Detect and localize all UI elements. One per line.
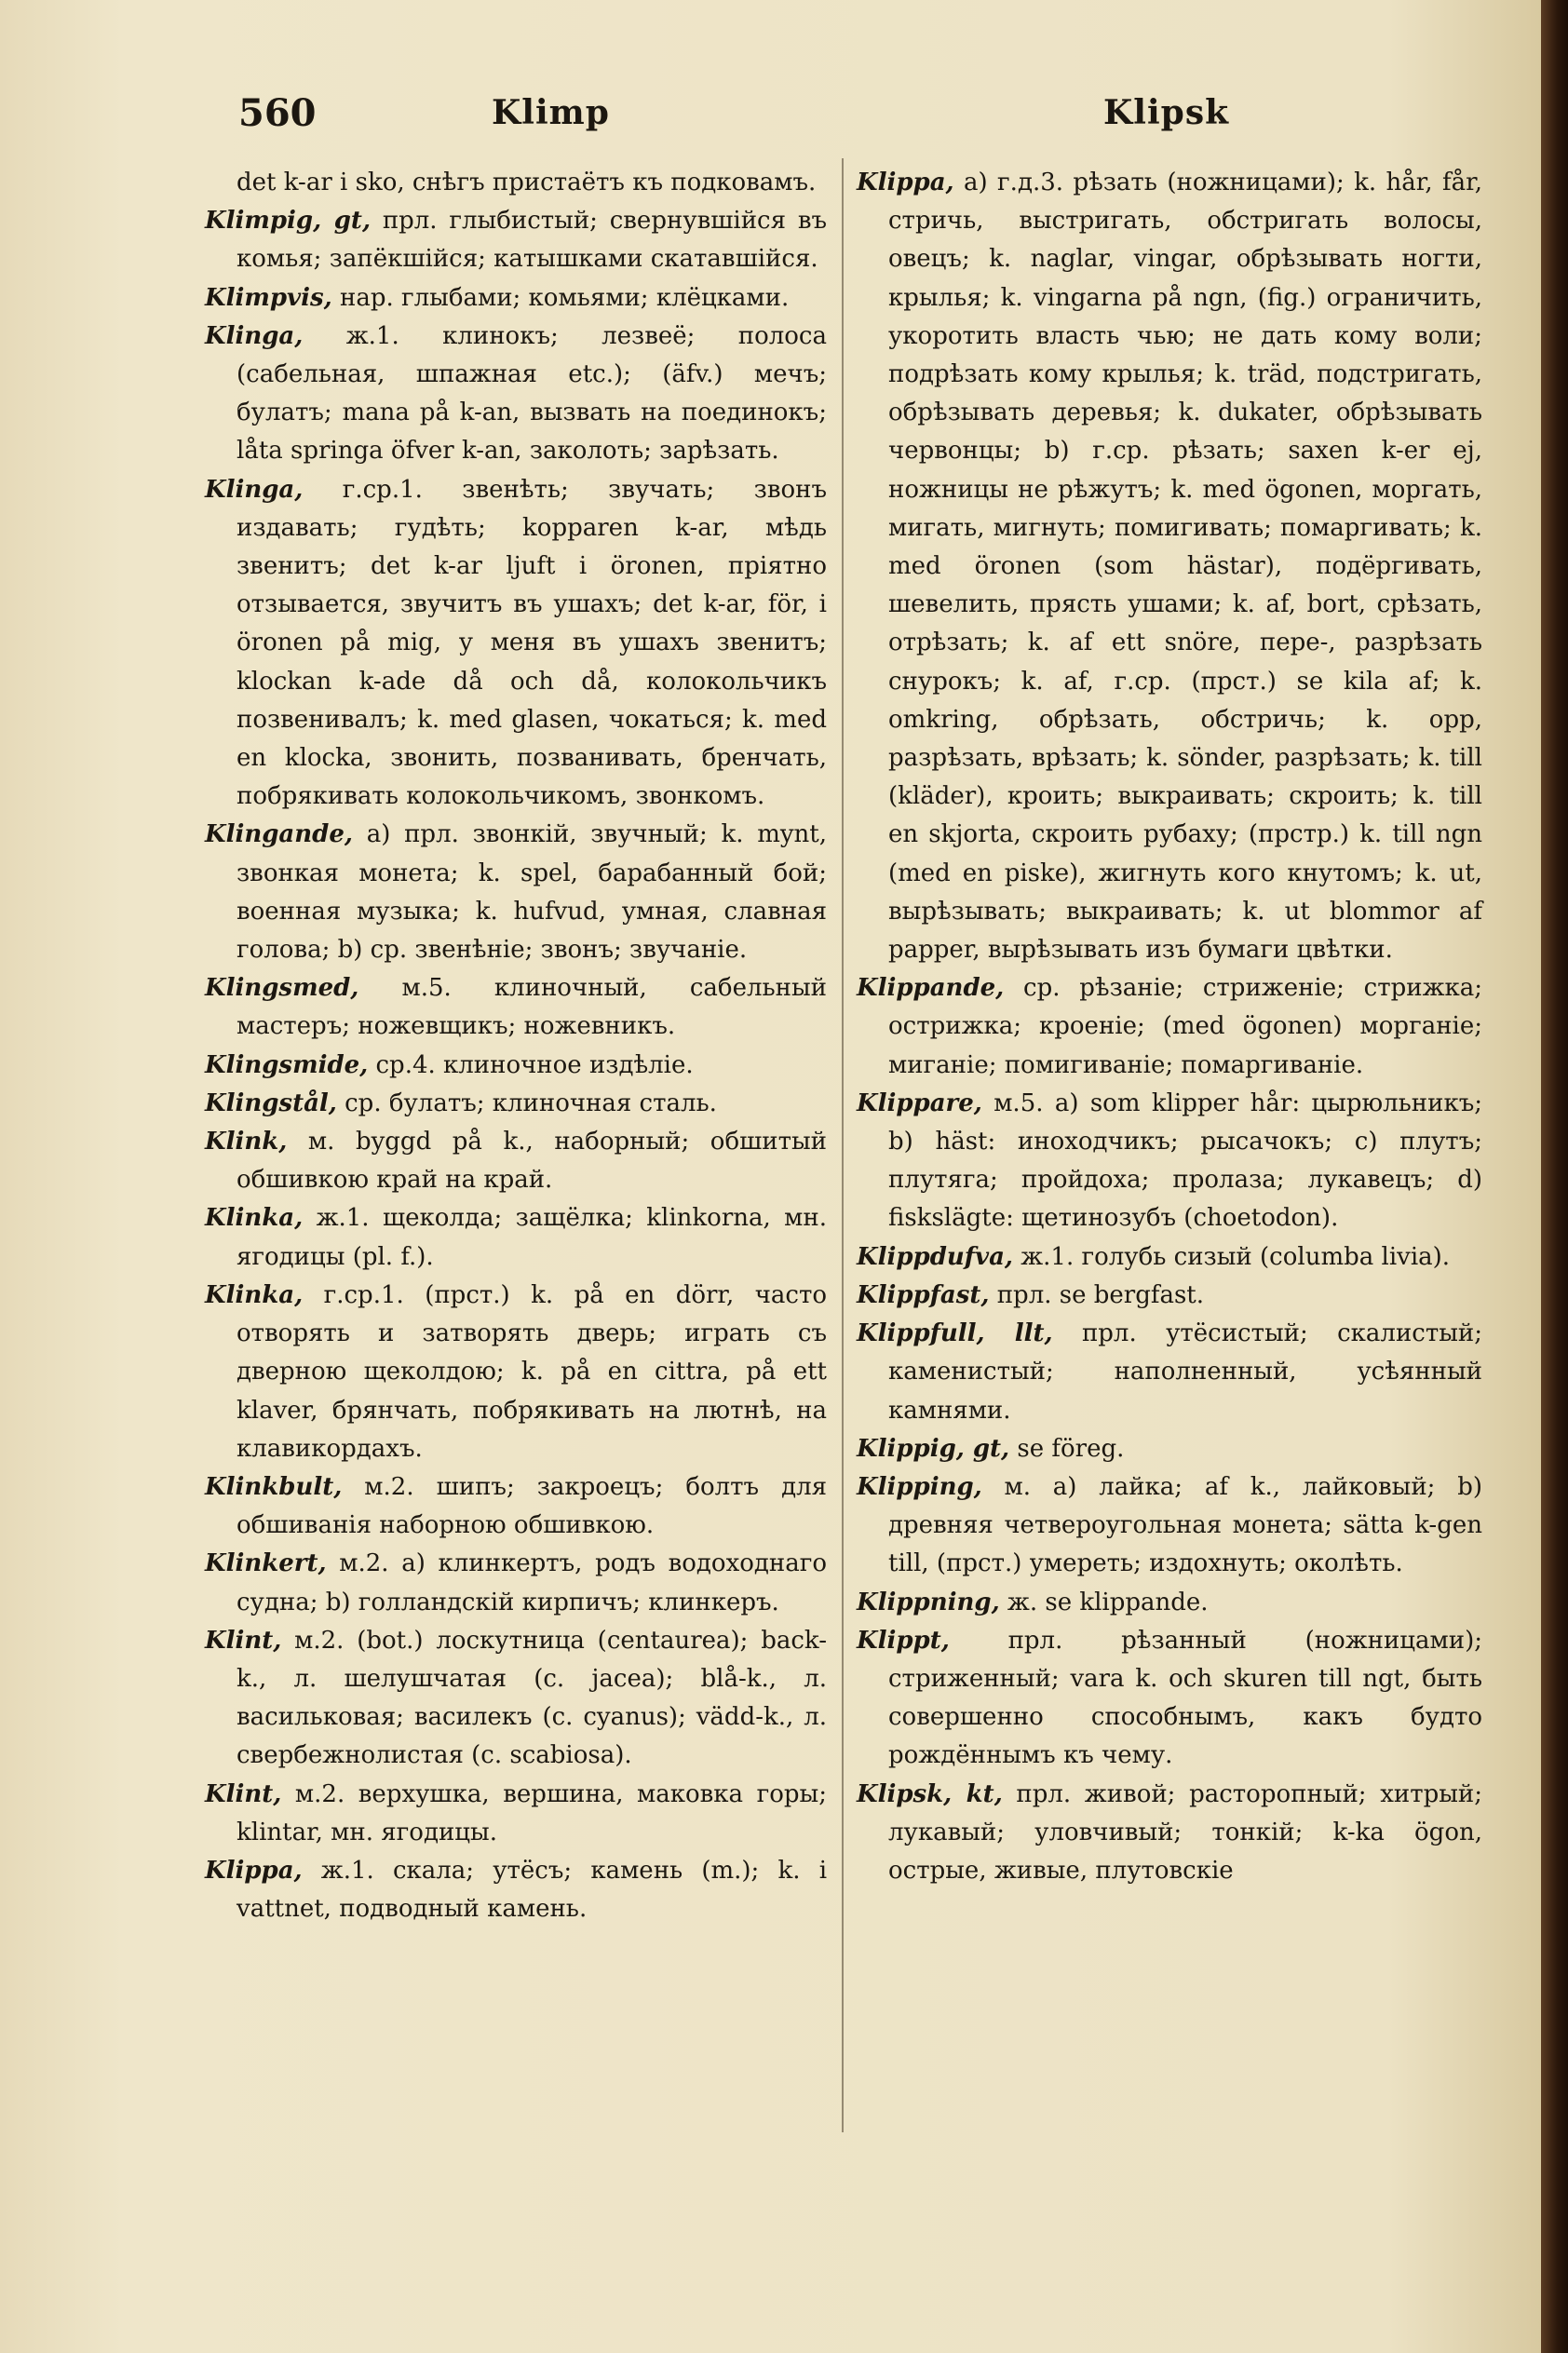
entry-definition: г.ср.1. звенѣть; звучать; звонъ издавать; гудѣть; kopparen k-ar, мѣдь звенитъ; det k-ar ljuft i öronen, пріятно отзывается, звучитъ въ ушахъ; det k-ar, för, i öronen på mig, у меня въ ушахъ звенитъ; klockan k-ade då och då, колокольчикъ позвенивалъ; k. med glasen, чокаться; k. med en klocka, звонить, позванивать, бренчать, побрякивать колокольчикомъ, звонкомъ.	[237, 475, 828, 811]
entry-definition: ж.1. скала; утёсъ; камень (m.); k. i vattnet, подводный камень.	[237, 1856, 828, 1924]
entry-headword: Klint,	[205, 1626, 282, 1655]
dictionary-entry	[857, 164, 1482, 969]
dictionary-entry	[857, 1776, 1482, 1891]
entry-headword: Klippa,	[205, 1856, 303, 1885]
entry-headword: Klinkert,	[205, 1549, 327, 1578]
entry-headword: Klingsmide,	[205, 1050, 369, 1079]
dictionary-entry	[857, 1584, 1482, 1622]
entry-headword: Klippfast,	[857, 1280, 990, 1309]
dictionary-entry	[857, 1430, 1482, 1468]
entry-headword: Klimpvis,	[205, 283, 332, 312]
entry-definition: det k-ar i sko, снѣгъ пристаётъ къ подковамъ.	[237, 169, 817, 196]
entry-definition: м. а) лайка; af k., лайковый; b) древняя четвероугольная монета; sätta k-gen till, (прст.) умереть; издохнуть; околѣть.	[888, 1472, 1482, 1578]
entry-definition: ср.4. клиночное издѣліе.	[375, 1050, 694, 1079]
entry-definition: ж. se klippande.	[1007, 1588, 1209, 1616]
entry-definition: прл. глыбистый; свернувшійся въ комья; запёкшійся; катышками скатавшійся.	[237, 207, 827, 274]
dictionary-entry	[857, 1238, 1482, 1277]
entry-definition: г.ср.1. (прст.) k. på en dörr, часто отворять и затворять дверь; играть съ дверною щеколдою; k. på en cittra, på ett klaver, брянчать, побрякивать на лютнѣ, на клавикордахъ.	[237, 1280, 827, 1463]
page-number: 560	[238, 91, 317, 135]
dictionary-entry	[857, 1622, 1482, 1776]
right-column	[857, 164, 1482, 1890]
dictionary-entry	[857, 1277, 1482, 1315]
dictionary-entry	[205, 969, 827, 1046]
entry-definition: se föreg.	[1017, 1434, 1125, 1463]
dictionary-entry	[205, 816, 827, 969]
entry-definition: прл. живой; расторопный; хитрый; лукавый; уловчивый; тонкій; k-ka ögon, острые, живые, плутовскіе	[888, 1779, 1482, 1885]
entry-headword: Klippare,	[857, 1089, 982, 1117]
dictionary-entry	[205, 1852, 827, 1928]
dictionary-entry	[205, 279, 827, 318]
entry-headword: Klippning,	[857, 1588, 1000, 1616]
entry-headword: Klingstål,	[205, 1089, 337, 1117]
dictionary-entry	[205, 1085, 827, 1123]
entry-definition: а) прл. звонкій, звучный; k. mynt, звонкая монета; k. spel, барабанный бой; военная музыка; k. hufvud, умная, славная голова; b) ср. звенѣніе; звонъ; звучаніе.	[237, 820, 828, 965]
entry-definition: м.2. верхушка, вершина, маковка горы; klintar, мн. ягодицы.	[237, 1779, 828, 1846]
entry-definition: ср. рѣзаніе; стриженіе; стрижка; острижка; кроеніе; (med ögonen) морганіе; миганіе; помигиваніе; помаргиваніе.	[888, 974, 1483, 1079]
entry-definition: прл. рѣзанный (ножницами); стриженный; vara k. och skuren till ngt, быть совершенно способнымъ, какъ будто рождённымъ къ чему.	[888, 1626, 1482, 1770]
dictionary-entry	[205, 1277, 827, 1468]
dictionary-entry	[205, 1776, 827, 1852]
dictionary-entry	[205, 1199, 827, 1276]
entry-headword: Klinka,	[205, 1204, 304, 1233]
entry-headword: Klippande,	[857, 974, 1005, 1003]
dictionary-entry	[857, 1315, 1482, 1430]
entry-definition: ж.1. голубь сизый (columba livia).	[1021, 1242, 1451, 1271]
entry-headword: Klinga,	[205, 475, 304, 504]
entry-definition: прл. утёсистый; скалистый; каменистый; наполненный, усѣянный камнями.	[888, 1319, 1483, 1425]
entry-definition: ж.1. щеколда; защёлка; klinkorna, мн. ягодицы (pl. f.).	[237, 1204, 827, 1271]
dictionary-entry	[205, 164, 827, 202]
entry-definition: м.2. (bot.) лоскутница (centaurea); back-k., л. шелушчатая (c. jacea); blå-k., л. васильковая; василекъ (c. cyanus); vädd-k., л. свербежнолистая (c. scabiosa).	[237, 1626, 828, 1770]
entry-headword: Klippdufva,	[857, 1242, 1013, 1271]
entry-headword: Klipsk, kt,	[857, 1779, 1003, 1808]
dictionary-entry	[205, 318, 827, 471]
entry-definition: а) г.д.3. рѣзать (ножницами); k. hår, får, стричь, выстригать, обстригать волосы, овецъ; k. naglar, vingar, обрѣзывать ногти, крылья; k. vingarna på ngn, (fig.) ограничить, укоротить власть чью; не дать кому воли; подрѣзать кому крылья; k. träd, подстригать, обрѣзывать деревья; k. dukater, обрѣзывать червонцы; b) г.ср. рѣзать; saxen k-er ej, ножницы не рѣжутъ; k. med ögonen, моргать, мигать, мигнуть; помигивать; помаргивать; k. med öronen (som hästar), подёргивать, шевелить, прясть ушами; k. af, bort, срѣзать, отрѣзать; k. af ett snöre, пере-, разрѣзать снурокъ; k. af, г.ср. (прст.) se kila af; k. omkring, обрѣзать, обстричь; k. opp, разрѣзать, врѣзать; k. sönder, разрѣзать; k. till (kläder), кроить; выкраивать; скроить; k. till en skjorta, скроить рубаху; (прстр.) k. till ngn (med en piske), жигнуть кого кнутомъ; k. ut, вырѣзывать; выкраивать; k. ut blommor af papper, вырѣзывать изъ бумаги цвѣтки.	[888, 169, 1483, 965]
entry-definition: м.5. клиночный, сабельный мастеръ; ножевщикъ; ножевникъ.	[237, 974, 827, 1041]
entry-definition: ж.1. клинокъ; лезвеё; полоса (сабельная, шпажная etc.); (äfv.) мечъ; булатъ; mana på k-an, вызвать на поединокъ; låta springa öfver k-an, заколоть; зарѣзать.	[237, 321, 827, 466]
entry-headword: Klink,	[205, 1128, 288, 1156]
dictionary-entry	[205, 1123, 827, 1199]
entry-definition: прл. se bergfast.	[996, 1280, 1205, 1309]
dictionary-entry	[205, 471, 827, 817]
dictionary-entry	[205, 1047, 827, 1085]
book-spine-edge	[1541, 0, 1568, 2353]
entry-headword: Klimpig, gt,	[205, 207, 371, 236]
right-guide-word: Klipsk	[1103, 93, 1230, 132]
entry-headword: Klippfull, llt,	[857, 1319, 1053, 1348]
entry-definition: м.5. а) som klipper hår: цырюльникъ; b) häst: иноходчикъ; рысачокъ; c) плутъ; плутяга; пройдоха; пролаза; лукавецъ; d) fiskslägte: щетинозубъ (choetodon).	[888, 1089, 1482, 1233]
entry-definition: м. byggd på k., наборный; обшитый обшивкою край на край.	[237, 1128, 828, 1195]
dictionary-entry	[857, 1085, 1482, 1238]
dictionary-entry	[857, 1468, 1482, 1584]
left-column	[205, 164, 827, 1928]
dictionary-entry	[205, 202, 827, 278]
entry-headword: Klingande,	[205, 820, 353, 849]
entry-definition: м.2. а) клинкертъ, родъ водоходнаго судна; b) голландскій кирпичъ; клинкеръ.	[237, 1549, 827, 1616]
dictionary-entry	[857, 969, 1482, 1085]
column-divider	[842, 158, 844, 2132]
entry-definition: ср. булатъ; клиночная сталь.	[345, 1089, 717, 1117]
dictionary-entry	[205, 1622, 827, 1776]
entry-headword: Klipping,	[857, 1472, 982, 1501]
entry-headword: Klint,	[205, 1779, 282, 1808]
entry-headword: Klippa,	[857, 169, 954, 196]
entry-headword: Klinga,	[205, 321, 304, 350]
entry-definition: нар. глыбами; комьями; клёцками.	[339, 283, 790, 312]
page-header	[0, 91, 1541, 147]
entry-headword: Klippig, gt,	[857, 1434, 1010, 1463]
dictionary-entry	[205, 1468, 827, 1545]
entry-definition: м.2. шипъ; закроецъ; болтъ для обшиванія наборною обшивкою.	[237, 1472, 827, 1540]
entry-headword: Klippt,	[857, 1626, 950, 1655]
left-guide-word: Klimp	[492, 93, 610, 132]
entry-headword: Klinkbult,	[205, 1472, 343, 1501]
entry-headword: Klingsmed,	[205, 974, 359, 1003]
entry-headword: Klinka,	[205, 1280, 304, 1309]
dictionary-entry	[205, 1545, 827, 1621]
